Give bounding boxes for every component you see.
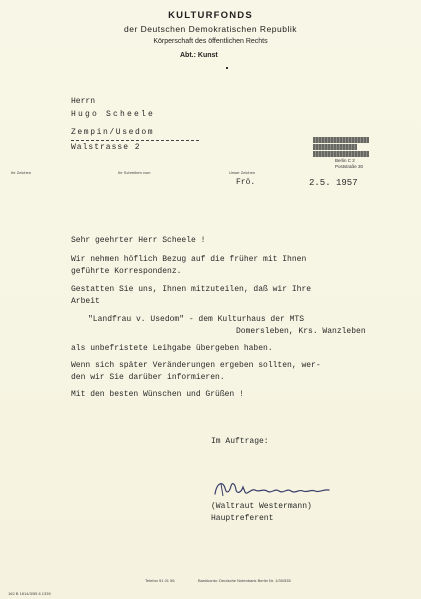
paragraph-2-line-2: Arbeit: [71, 297, 100, 306]
sender-stamp: [313, 137, 369, 170]
label-ihr-zeichen: Ihr Zeichen: [11, 170, 32, 175]
letterhead-country: der Deutschen Demokratischen Republik: [124, 24, 297, 34]
address-underline: [71, 140, 199, 141]
paragraph-4-line-1: Wenn sich später Veränderungen ergeben sollten, wer-: [71, 361, 321, 370]
letterhead-dept: Abt.: Kunst: [180, 52, 218, 59]
letter-date: 2.5. 1957: [309, 178, 358, 188]
letterhead-dot: [226, 67, 228, 69]
label-unser-zeichen: Unser Zeichen: [229, 170, 256, 175]
paragraph-2-line-1: Gestatten Sie uns, Ihnen mitzuteilen, daß wir Ihre: [71, 285, 312, 294]
letterhead-org: KULTURFONDS: [168, 10, 253, 21]
on-behalf: Im Auftrage:: [211, 437, 269, 446]
handwritten-signature: [211, 478, 341, 500]
paragraph-1-line-2: geführte Korrespondenz.: [71, 267, 182, 276]
letterhead-legal: Körperschaft des öffentlichen Rechts: [153, 38, 268, 45]
footer-print-code: 162 B 1814/3/55 6 1339: [8, 591, 51, 596]
paragraph-1-line-1: Wir nehmen höflich Bezug auf die früher mit Ihnen: [71, 255, 307, 264]
recipient-salutation: Herrn: [71, 97, 96, 106]
unser-zeichen-value: Frö.: [236, 178, 256, 187]
closing: Mit den besten Wünschen und Grüßen !: [71, 390, 244, 399]
signatory-title: Hauptreferent: [211, 514, 274, 523]
stamp-redaction-3: [313, 151, 369, 157]
stamp-redaction-2: [313, 144, 357, 150]
paragraph-4-line-2: den wir Sie darüber informieren.: [71, 373, 225, 382]
paragraph-3: als unbefristete Leihgabe übergeben haben.: [71, 344, 273, 353]
signatory-name: (Waltraut Westermann): [211, 502, 312, 511]
label-ihr-schreiben: Ihr Schreiben vom: [118, 170, 151, 175]
stamp-street: Poststraße 30: [335, 164, 364, 169]
footer-bank: Bankkonto: Deutsche Notenbank Berlin Nr. 1/30/535: [198, 578, 291, 583]
recipient-city: Zempin/Usedom: [71, 128, 155, 137]
stamp-city: Berlin C 2: [335, 158, 355, 163]
stamp-redaction-1: [313, 137, 369, 143]
artwork-location-line: Domersleben, Krs. Wanzleben: [236, 327, 366, 336]
recipient-name: Hugo Scheele: [71, 110, 156, 119]
recipient-street: Walstrasse 2: [71, 143, 141, 152]
artwork-title-line: "Landfrau v. Usedom" - dem Kulturhaus der MTS: [88, 315, 305, 324]
footer-phone: Telefon 51 01 56: [145, 578, 175, 583]
greeting: Sehr geehrter Herr Scheele !: [71, 236, 206, 245]
